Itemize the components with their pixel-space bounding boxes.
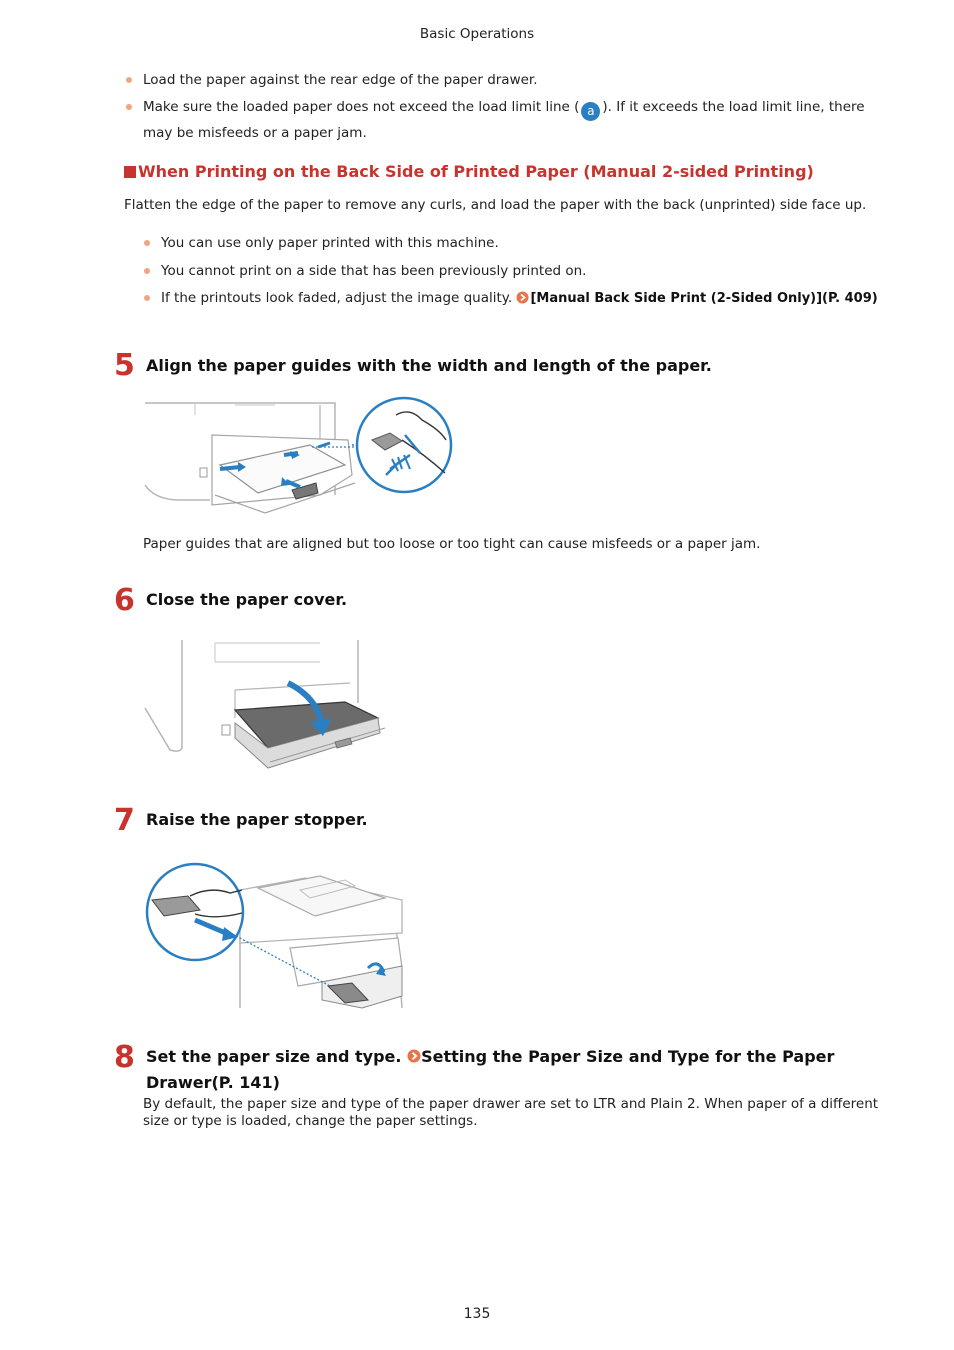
step-number-5: 5 [114, 348, 134, 383]
bullet-dot [144, 240, 150, 246]
step-5-note: Paper guides that are aligned but too loose or too tight can cause misfeeds or a paper jam. [143, 536, 761, 552]
list-item-continuation: may be misfeeds or a paper jam. [143, 125, 367, 141]
step-8-body: By default, the paper size and type of the paper drawer are set to LTR and Plain 2. When paper of a different size or type is loaded, change the paper settings. [143, 1096, 879, 1129]
section-square-icon [124, 166, 136, 178]
list-item: You cannot print on a side that has been previously printed on. [161, 258, 586, 284]
step-title-7: Raise the paper stopper. [146, 810, 368, 829]
page-header: Basic Operations [419, 26, 535, 42]
step-number-8: 8 [114, 1040, 134, 1075]
link-manual-back-side-print[interactable]: [Manual Back Side Print (2-Sided Only)](P. 409) [530, 291, 878, 306]
step-number-7: 7 [114, 803, 134, 838]
bullet-dot [144, 295, 150, 301]
list-item: You can use only paper printed with this machine. [161, 230, 499, 256]
section-intro: Flatten the edge of the paper to remove any curls, and load the paper with the back (unprinted) side face up. [124, 197, 867, 213]
bullet-dot [126, 77, 132, 83]
list-item: If the printouts look faded, adjust the image quality. [Manual Back Side Print (2-Sided Only)](P. 409) [161, 285, 878, 312]
link-arrow-icon [516, 291, 529, 304]
section-title: When Printing on the Back Side of Printed Paper (Manual 2-sided Printing) [124, 162, 814, 181]
list-item: Load the paper against the rear edge of the paper drawer. [143, 67, 538, 93]
link-arrow-icon [407, 1049, 421, 1063]
callout-a-badge: a [581, 102, 600, 121]
illustration-paper-guides [140, 395, 460, 525]
link-setting-paper-size-continued[interactable]: Drawer(P. 141) [146, 1073, 280, 1092]
step-title-8: Set the paper size and type. Setting the Paper Size and Type for the Paper [146, 1047, 835, 1066]
list-item: Make sure the loaded paper does not exceed the load limit line ( a ). If it exceeds the load limit line, there [143, 94, 865, 121]
illustration-close-paper-cover [140, 638, 385, 773]
illustration-raise-paper-stopper [140, 858, 410, 1013]
bullet-dot [144, 268, 150, 274]
page-number: 135 [463, 1306, 491, 1322]
bullet-dot [126, 104, 132, 110]
step-title-6: Close the paper cover. [146, 590, 348, 609]
step-title-5: Align the paper guides with the width and length of the paper. [146, 356, 712, 375]
step-number-6: 6 [114, 583, 134, 618]
link-setting-paper-size[interactable]: Setting the Paper Size and Type for the Paper [421, 1047, 835, 1066]
